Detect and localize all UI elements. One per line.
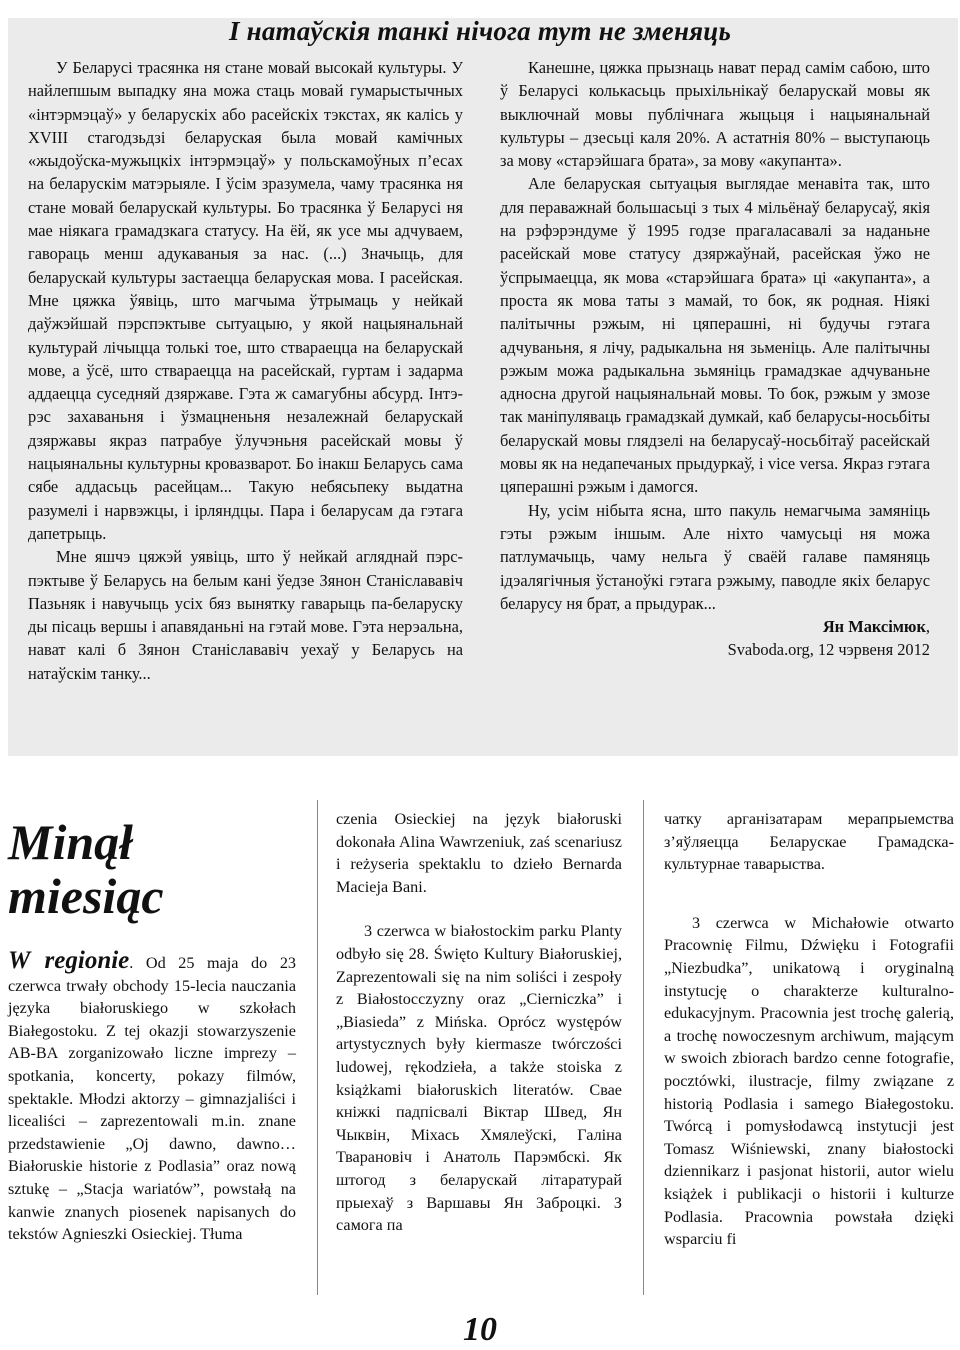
paragraph: Мне яшчэ цяжэй уявіць, што ў нейкай агляднай пэрспэктыве ў Беларусь на белым кані ўедзе Зянон Станіслававіч Пазьняк і навучыць усіх бяз вынятку гаварыць па-беларуску ды пісаць вершы і апавяданьні на гэтай мове. Гэта нерэальна, нават калі б Зянон Станіслававіч уехаў у Беларусь на натаўскім танку... xyxy=(28,547,463,683)
author-name: Ян Максімюк xyxy=(822,617,926,637)
paragraph: 3 czerwca w Michałowie otwarto Pracownię Filmu, Dźwięku i Fotografii „Niezbudka”, unikatową i oryginalną instytucję o charakterze kulturalno-edukacyjnym. Pracownia jest trochę galerią, a trochę nowoczesnym archiwum, mającym w swoich zbiorach bardzo cenne fotografie, pocztówki, ilustracje, filmy związane z historią Podlasia i samego Białegostoku. Twórcą i pomysłodawcą instytucji jest Tomasz Wiśniewski, znany białostocki dziennikarz i pasjonat historii, autor wielu książek i publikacji o historii i kulturze Podlasia. Pracownia powstała dzięki wsparciu fi xyxy=(664,913,954,1249)
paragraph: 3 czerwca w białostockim parku Planty odbyło się 28. Święto Kultury Białoruskiej, Zaprezentowali się na nim soliści i zespoły z Białostocczyzny oraz „Cierniczka” i „Biasieda” z Mińska. Oprócz występów artystycznych były kiermasze twórczości ludowej, rękodzieła, a także stoiska z książkami białoruskich literatów. Свае кніжкі падпісвалі Віктар Швед, Ян Чыквін, Міхась Хмялеўскі, Галіна Тварановіч і Анатоль Парэмбскі. Як штогод з беларускай літаратурай прыехаў з Варшавы Ян Заброцкі. З самога па xyxy=(336,922,622,1235)
column-divider xyxy=(317,800,318,1295)
article-column-right xyxy=(500,56,930,662)
section-title xyxy=(8,815,308,923)
section-title-line: miesiąc xyxy=(8,868,164,924)
lead-word: W regionie xyxy=(8,947,130,974)
article-column-left xyxy=(28,56,463,685)
paragraph: Але беларуская сытуацыя выглядае менавіта так, што для пераважнай большасьці з тых 4 мільёнаў беларусаў, якія на рэфэрэндуме ў 1995 годзе прагаласавалі за наданьне расейскай мове статусу дзяржаўнай, расейская ўжо не ўспрымаецца, як мова «старэйшага брата» ці «акупанта», а проста як мова таты з мамай, то бок, як родная. Ніякі палітычны рэжым, ні цяперашні, ні будучы гэтага адчуваньня, я лічу, радыкальна ня зьменіць. Але палітычны рэжым можа радыкальна зьмяніць грамадзкае адчуваньне адносна другой нацыянальнай мовы. То бок, рэжым у змозе так маніпуляваць грамадзкай думкай, каб беларусы-носьбіты беларускай мовы глядзелі на беларусаў-носьбітаў расейскай мовы як на недапечаных прыдуркаў, і vice versa. Якраз гэтага цяперашні рэжым і дамогся. xyxy=(500,174,930,497)
news-column-1 xyxy=(8,947,297,1246)
news-column-2 xyxy=(336,808,622,1237)
author-comma: , xyxy=(925,617,930,637)
article-headline: І натаўскія танкі нічога тут не зменяць xyxy=(228,16,732,46)
author-signature xyxy=(500,615,930,638)
page-number: 10 xyxy=(463,1311,497,1348)
paragraph xyxy=(8,947,297,1246)
paragraph: Ну, усім нібыта ясна, што пакуль немагчыма замяніць гэты рэжым іншым. Але ніхто чамусьці ня можа патлумачыць, чаму нельга ў сваёй галаве памяняць ідэалягічныя ўстаноўкі гэтага рэжыму, паводле якіх беларус беларусу ня брат, а прыдурак... xyxy=(500,500,930,613)
source-line: Svaboda.org, 12 чэрвеня 2012 xyxy=(727,640,930,660)
paragraph: Канешне, цяжка прызнаць нават перад самім сабою, што ў Беларусі колькасьць прыхільнікаў беларускай мовы як выключнай мовы публічнага жыцьця і нацыянальнай культуры – дзесьці каля 20%. А астатнія 80% – выступаюць за мову «старэйшага брата», за мову «акупанта». xyxy=(500,58,930,171)
news-column-3 xyxy=(664,808,954,1251)
spacer xyxy=(664,876,954,912)
column-divider xyxy=(643,800,644,1295)
paragraph-text: Od 25 maja do 23 czerwca trwały obchody 15-lecia nauczania języka białoruskiego w szkołach Białegostoku. Z tej okazji stowarzyszenie AB-BA zorganizowało liczne imprezy – spotkania, koncerty, pokazy filmów, spektakle. Młodzi aktorzy – gimnazjaliści i licealiści – zaprezentowali m.in. znane przedstawienie „Oj dawno, dawno… Białoruskie historie z Podlasia” oraz nową sztukę – „Stacja wariatów”, powstałą na kanwie znanych piosenek napisanych do tekstów Agnieszki Osieckiej. Tłuma xyxy=(8,954,297,1244)
paragraph: czenia Osieckiej na język białoruski dokonała Alina Wawrzeniuk, zaś scenariusz i reżyseria spektaklu to dzieło Bernarda Macieja Bani. xyxy=(336,810,622,896)
paragraph: чатку арганізатарам мерапрыемства з’яўляецца Беларускае Грамадскакультурнае таварыства. xyxy=(664,810,954,874)
lead-dot: . xyxy=(129,954,146,972)
paragraph: У Беларусі трасянка ня стане мовай высокай культуры. У найлепшым выпадку яна можа стаць мовай гумарыстычных «інтэрмэцаў» у беларускіх або расейскіх тэкстах, як калісь у XVIII стагодзьдзі беларуская была мовай камічных «жыдоўска-мужыцкіх інтэрмэцаў» у польскамоўных п’есах на беларускім матэрыяле. І ўсім зразумела, чаму трасянка ня стане мовай беларускай культуры. Бо трасянка ў Беларусі ня мае ніякага грамадзкага статусу. На ёй, як усе мы адчуваем, гавораць менш адукаваныя за нас. (...) Значыць, для беларускай культуры застаецца беларуская мова. І расейская. Мне цяжка ўявіць, што магчыма ўтрымаць у нейкай даўжэйшай пэрспэктыве сытуацыю, у якой нацыянальнай культурай лічыцца толькі тое, што ствараецца на беларускай мове, а ўсё, што ствараецца на расейскай, гуртам і задарма аддаецца суседняй дзяржаве. Гэта ж самагубны абсурд. Інтэрэс захаваньня і ўзмацненьня незалежнай беларускай дзяржавы якраз патрабуе ўлучэньня расейскай мовы ў нацыянальны культурны кровазварот. Бо інакш Беларусь сама сябе аддасьць расейцам... Такую небясьпеку выдатна разумелі і нарвэжцы, і ірляндцы. Пара і беларусам да гэтага дапетрыць. xyxy=(28,58,463,543)
spacer xyxy=(336,898,622,920)
section-title-line: Minął xyxy=(8,814,134,870)
